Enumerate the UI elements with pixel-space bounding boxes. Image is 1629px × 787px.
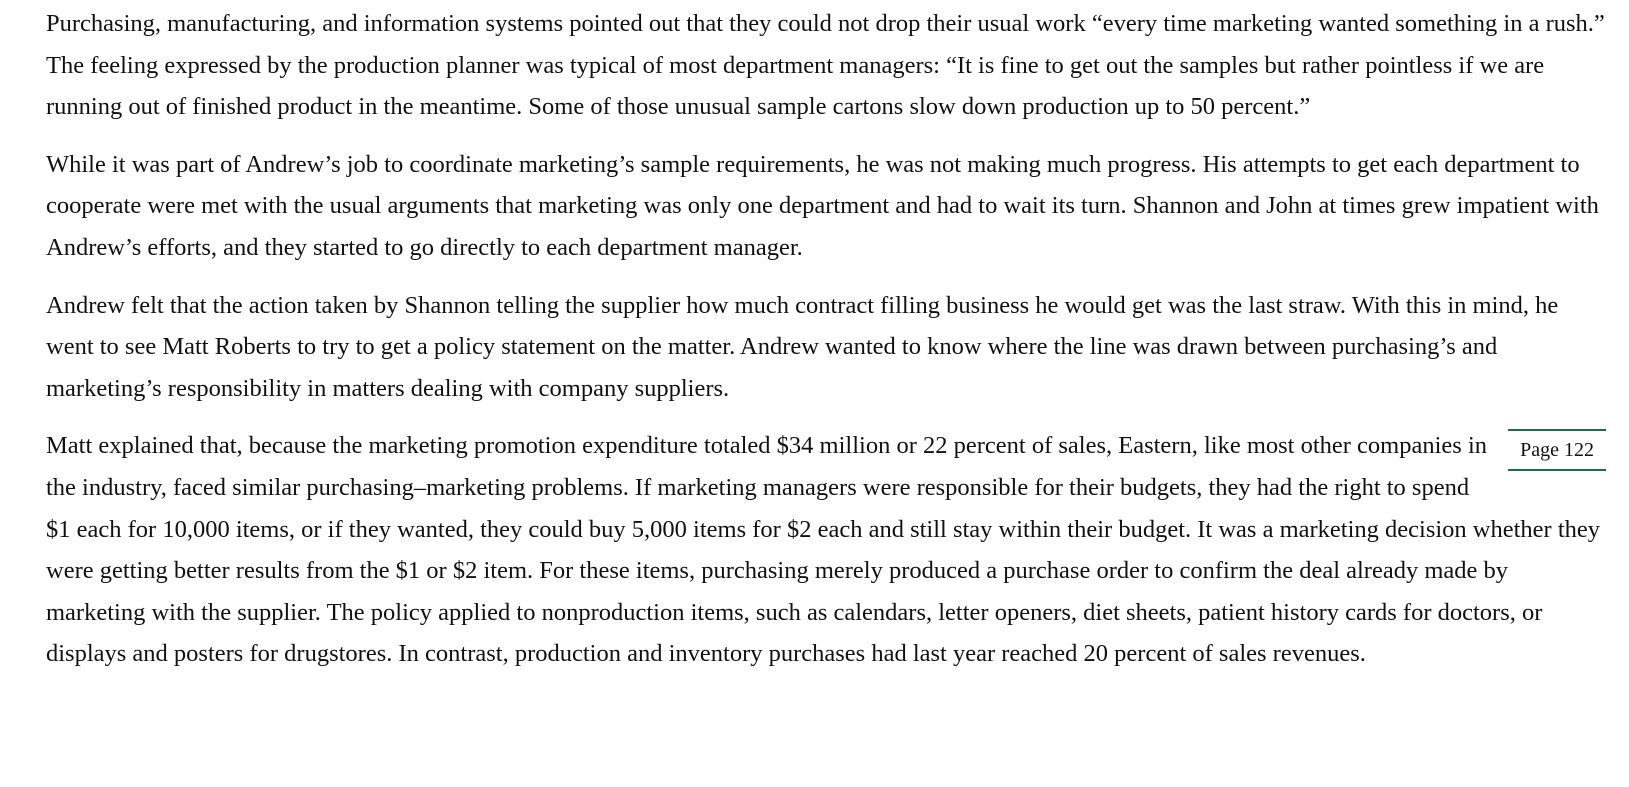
document-body xyxy=(46,3,1606,691)
page-number-marker: Page 122 xyxy=(1508,429,1606,471)
paragraph-4: Matt explained that, because the marketing promotion expenditure totaled $34 million or 22 percent of sales, Eastern, like most other companies in the industry, faced similar purchasing–marketing problems. If marketing managers were responsible for their budgets, they had the right to spend $1 each for 10,000 items, or if they wanted, they could buy 5,000 items for $2 each and still stay within their budget. It was a marketing decision whether they were getting better results from the $1 or $2 item. For these items, purchasing merely produced a purchase order to confirm the deal already made by marketing with the supplier. The policy applied to nonproduction items, such as calendars, letter openers, diet sheets, patient history cards for doctors, or displays and posters for drugstores. In contrast, production and inventory purchases had last year reached 20 percent of sales revenues. xyxy=(46,432,1601,668)
paragraph-3: Andrew felt that the action taken by Shannon telling the supplier how much contract filling business he would get was the last straw. With this in mind, he went to see Matt Roberts to try to get a policy statement on the matter. Andrew wanted to know where the line was drawn between purchasing’s and marketing’s responsibility in matters dealing with company suppliers. xyxy=(46,291,1559,402)
paragraph-2: While it was part of Andrew’s job to coordinate marketing’s sample requirements, he was not making much progress. His attempts to get each department to cooperate were met with the usual arguments that marketing was only one department and had to wait its turn. Shannon and John at times grew impatient with Andrew’s efforts, and they started to go directly to each department manager. xyxy=(46,150,1599,261)
paragraph-4-wrapper xyxy=(46,425,1606,675)
paragraph-1: Purchasing, manufacturing, and information systems pointed out that they could not drop their usual work “every time marketing wanted something in a rush.” The feeling expressed by the production planner was typical of most department managers: “It is fine to get out the samples but rather pointless if we are running out of finished product in the meantime. Some of those unusual sample cartons slow down production up to 50 percent.” xyxy=(46,10,1605,121)
